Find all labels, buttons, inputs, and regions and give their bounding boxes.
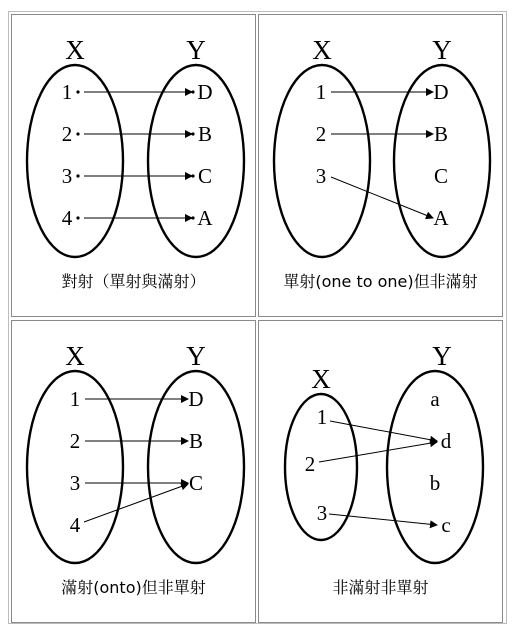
domain-element: 2 (315, 122, 327, 146)
set-x-label: X (311, 364, 331, 394)
codomain-element: D (197, 80, 213, 104)
codomain-element: D (188, 387, 204, 411)
domain-element: 4 (61, 206, 73, 230)
codomain-element: C (197, 164, 213, 188)
domain-point (76, 174, 79, 177)
set-y-label: Y (186, 35, 206, 65)
panel-caption: 單射(one to one)但非滿射 (283, 272, 478, 291)
domain-point (76, 132, 79, 135)
codomain-element: B (197, 122, 213, 146)
domain-point (76, 216, 79, 219)
codomain-element: B (433, 122, 449, 146)
domain-element: 2 (61, 122, 73, 146)
codomain-element: B (188, 429, 204, 453)
domain-element: 3 (315, 164, 327, 188)
domain-element: 2 (304, 452, 316, 476)
panel-injection (258, 14, 503, 317)
codomain-element: C (433, 164, 449, 188)
mapping-arrow (330, 421, 437, 441)
codomain-element: d (440, 429, 452, 453)
panel-neither (258, 320, 503, 623)
mapping-arrow (84, 484, 188, 522)
mapping-arrow (319, 442, 437, 462)
bijection-diagram (12, 15, 257, 265)
domain-element: 3 (316, 501, 328, 525)
panel-caption: 對射（單射與滿射） (61, 272, 206, 291)
domain-element: 4 (69, 513, 81, 537)
set-x-label: X (312, 35, 332, 65)
set-y-label: Y (432, 35, 452, 65)
domain-element: 1 (61, 80, 73, 104)
panel-caption: 非滿射非單射 (332, 578, 429, 597)
codomain-element: D (433, 80, 449, 104)
codomain-element: c (441, 513, 451, 537)
codomain-element: A (433, 206, 449, 230)
codomain-element: C (188, 471, 204, 495)
codomain-element: a (430, 387, 440, 411)
neither-diagram (259, 321, 504, 571)
domain-point (76, 90, 79, 93)
domain-element: 1 (316, 405, 328, 429)
set-y-label: Y (186, 341, 206, 371)
panel-bijection (11, 14, 256, 317)
surjection-diagram (12, 321, 257, 571)
domain-element: 3 (69, 471, 81, 495)
domain-ellipse (27, 65, 123, 257)
set-x-label: X (65, 341, 85, 371)
panel-surjection (11, 320, 256, 623)
set-x-label: X (65, 35, 85, 65)
domain-element: 3 (61, 164, 73, 188)
domain-element: 2 (69, 429, 81, 453)
mapping-arrow (331, 177, 433, 218)
codomain-element: b (429, 471, 441, 495)
set-y-label: Y (432, 341, 452, 371)
codomain-ellipse (148, 65, 244, 257)
injection-diagram (259, 15, 504, 265)
codomain-element: A (197, 206, 213, 230)
panel-caption: 滿射(onto)但非單射 (61, 578, 206, 597)
domain-element: 1 (69, 387, 81, 411)
domain-element: 1 (315, 80, 327, 104)
